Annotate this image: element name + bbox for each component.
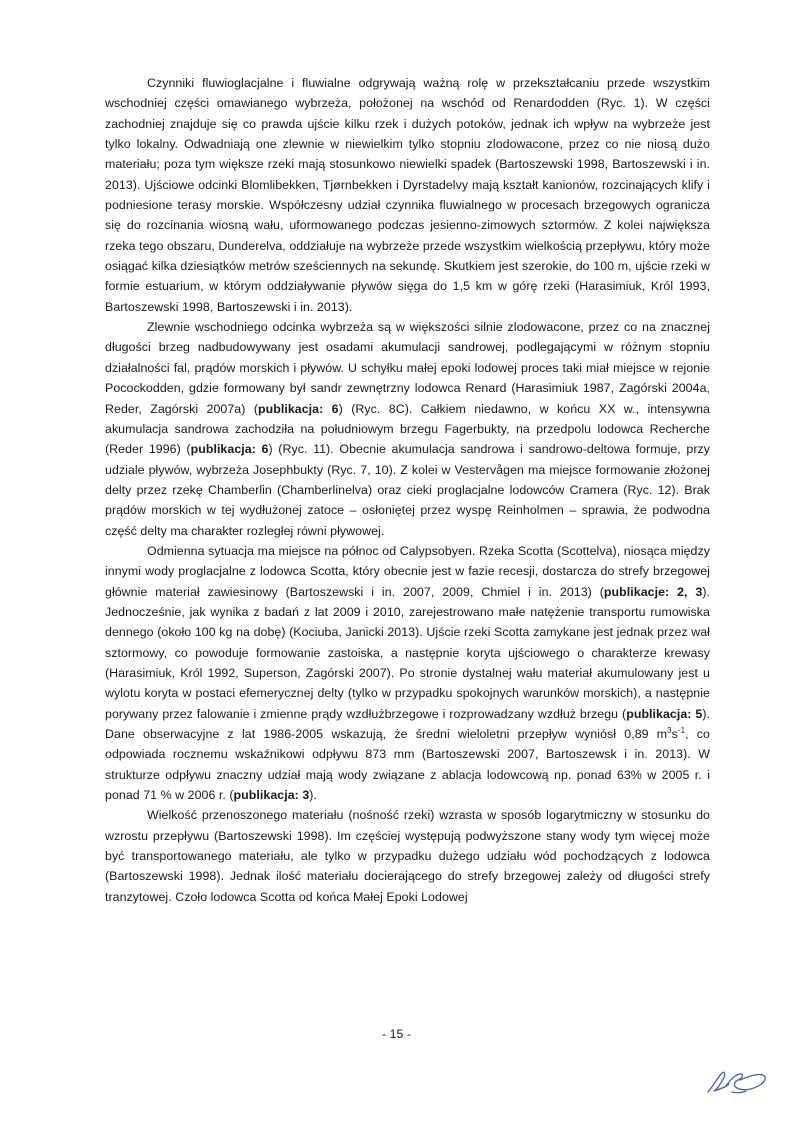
superscript: 3 bbox=[667, 725, 672, 735]
publication-reference: publikacja: 5 bbox=[626, 706, 703, 721]
publication-reference: publikacja: 6 bbox=[190, 442, 269, 457]
paragraph-text: ). Jednocześnie, jak wynika z badań z lat 2009 i 2010, zarejestrowano małe natężenie transportu rumowiska dennego (około 100 kg na dobę) (Kociuba, Janicki 2013). Ujście rzeki Scotta zamykane jest jednak przez wał sztormowy, co powoduje formowanie zastoiska, a następnie koryta ujściowego o charakterze krewasy (Harasimiuk, Król 1992, Superson, Zagórski 2007). Po stronie dystalnej wału materiał akumulowany jest u wylotu koryta w postaci efemerycznej delty (tylko w przypadku spokojnych warunków morskich), a następnie porywany przez falowanie i zmienne prądy wzdłużbrzegowe i rozprowadzany wzdłuż brzegu ( bbox=[105, 584, 710, 721]
paragraph-2 bbox=[105, 317, 710, 541]
page-number: - 15 - bbox=[382, 1027, 411, 1041]
publication-reference: publikacja: 6 bbox=[258, 401, 339, 416]
paragraph-text: ) (Ryc. 8C). Całkiem niedawno, w końcu XX w., intensywna akumulacja sandrowa zachodziła na południowym brzegu Fagerbukty, na przedpolu lodowca Recherche (Reder 1996) ( bbox=[105, 401, 710, 457]
paragraph-text: , co odpowiada rocznemu wskaźnikowi odpływu 873 mm (Bartoszewski 2007, Bartoszewsk i in. 2013). W strukturze odpływu znaczny udział mają wody związane z ablacja lodowcową np. ponad 63% w 2005 r. i ponad 71 % w 2006 r. ( bbox=[105, 727, 710, 803]
paragraph-text: ) (Ryc. 11). Obecnie akumulacja sandrowa i sandrowo-deltowa formuje, przy udziale pływów, wybrzeża Josephbukty (Ryc. 7, 10). Z kolei w Vestervågen ma miejsce formowanie złożonej delty przez rzekę Chamberlin (Chamberlinelva) oraz cieki proglacjalne lodowców Cramera (Ryc. 12). Brak prądów morskich w tej wydłużonej zatoce – osłoniętej przez wyspę Reinholmen – sprawia, że podwodna część delty ma charakter rozległej równi pływowej. bbox=[105, 442, 710, 538]
paragraph-text: Wielkość przenoszonego materiału (nośność rzeki) wzrasta w sposób logarytmiczny w stosunku do wzrostu przepływu (Bartoszewski 1998). Im częściej występują podwyższone stany wody tym więcej może być transportowanego materiału, ale tylko w przypadku dużego udziału wód pochodzących z lodowca (Bartoszewski 1998). Jednak ilość materiału docierającego do strefy brzegowej zależy od długości strefy tranzytowej. Czoło lodowca Scotta od końca Małej Epoki Lodowej bbox=[105, 808, 710, 904]
paragraph-text: ). Dane obserwacyjne z lat 1986-2005 wskazują, że średni wieloletni przepływ wyniósł 0,89 m bbox=[105, 706, 710, 741]
paragraph-4 bbox=[105, 805, 710, 907]
document-page bbox=[105, 73, 710, 907]
paragraph-text: Zlewnie wschodniego odcinka wybrzeża są w większości silnie zlodowacone, przez co na znacznej długości brzeg nadbudowywany jest osadami akumulacji sandrowej, podlegającymi w różnym stopniu działalności fal, prądów morskich i pływów. U schyłku małej epoki lodowej proces taki miał miejsce w rejonie Pocockodden, gdzie formowany był sandr zewnętrzny lodowca Renard (Harasimiuk 1987, Zagórski 2004a, Reder, Zagórski 2007a) ( bbox=[105, 320, 710, 416]
paragraph-text: Czynniki fluwioglacjalne i fluwialne odgrywają ważną rolę w przekształcaniu przede wszystkim wschodniej części omawianego wybrzeża, położonej na wschód od Renardodden (Ryc. 1). W części zachodniej znajduje się co prawda ujście kilku rzek i dużych potoków, jednak ich wpływ na wybrzeże jest tylko lokalny. Odwadniają one zlewnie w niewielkim tylko stopniu zlodowacone, przez co nie niosą dużo materiału; poza tym większe rzeki mają stosunkowo niewielki spadek (Bartoszewski 1998, Bartoszewski i in. 2013). Ujściowe odcinki Blomlibekken, Tjørnbekken i Dyrstadelvy mają kształt kanionów, rozcinających klify i podniesione terasy morskie. Współczesny udział czynnika fluwialnego w procesach brzegowych ogranicza się do rozcinania wiosną wału, uformowanego podczas jesienno-zimowych sztormów. Z kolei największa rzeka tego obszaru, Dunderelva, oddziałuje na wybrzeże przede wszystkim wielkością przepływu, który może osiągać kilka dziesiątków metrów sześciennych na sekundę. Skutkiem jest szerokie, do 100 m, ujście rzeki w formie estuarium, w którym oddziaływanie pływów sięga do 1,5 km w górę rzeki (Harasimiuk, Król 1993, Bartoszewski 1998, Bartoszewski i in. 2013). bbox=[105, 76, 710, 314]
publication-reference: publikacja: 3 bbox=[233, 788, 310, 803]
superscript: -1 bbox=[677, 725, 686, 735]
paragraph-text: s bbox=[671, 727, 678, 741]
paragraph-3 bbox=[105, 541, 710, 805]
paragraph-1 bbox=[105, 73, 710, 317]
paragraph-text: ). bbox=[309, 788, 317, 803]
publication-reference: publikacje: 2, 3 bbox=[603, 584, 703, 599]
handwritten-signature bbox=[702, 1065, 772, 1099]
paragraph-text: Odmienna sytuacja ma miejsce na północ od Calypsobyen. Rzeka Scotta (Scottelva), niosąca między innymi wody proglacjalne z lodowca Scotta, który obecnie jest w fazie recesji, dostarcza do strefy brzegowej głównie materiał zawiesinowy (Bartoszewski i in. 2007, 2009, Chmiel i in. 2013) ( bbox=[105, 543, 710, 599]
